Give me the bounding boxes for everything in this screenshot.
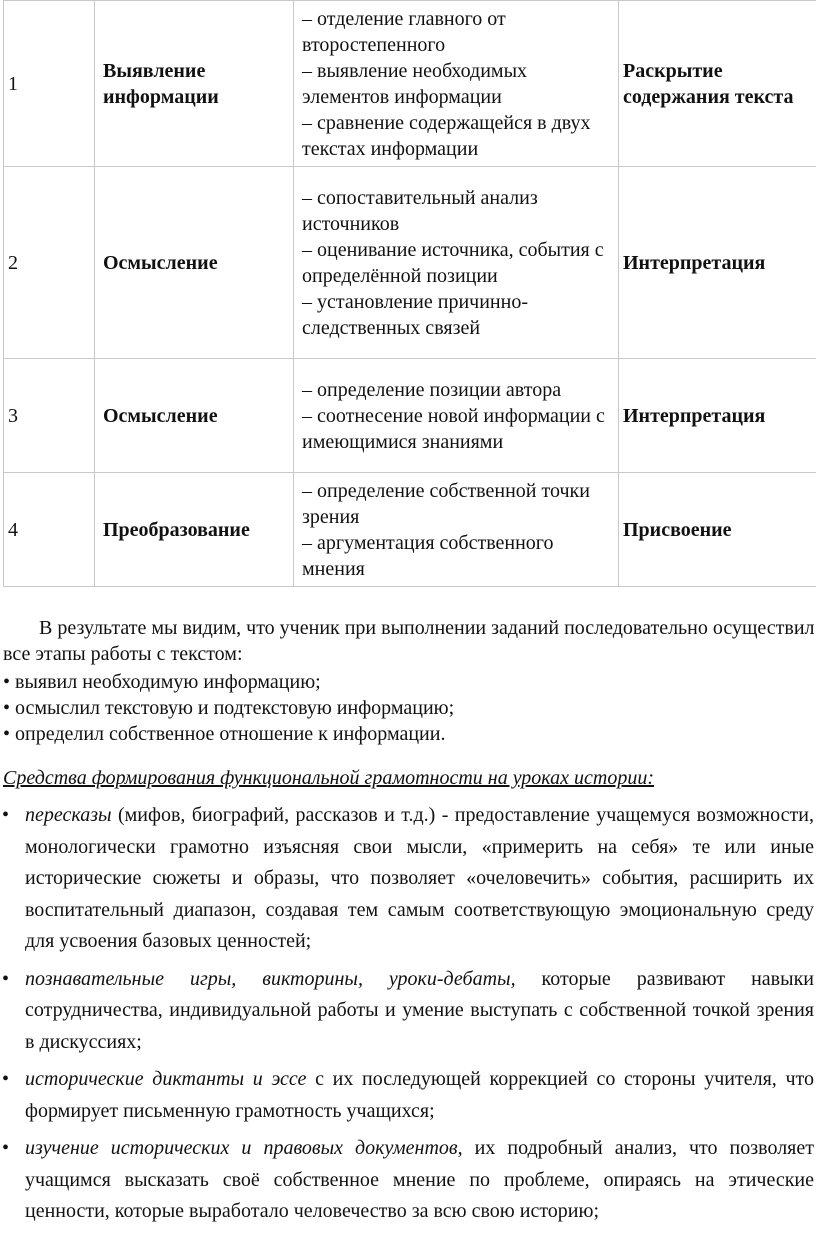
item-text: с их последующей коррекцией со стороны учителя, что формирует письменную грамотность учащихся; bbox=[25, 1068, 814, 1122]
item-term: изучение исторических и правовых документов bbox=[25, 1137, 458, 1159]
stage-result: Интерпретация bbox=[619, 167, 816, 359]
stage-result: Интерпретация bbox=[619, 359, 816, 473]
action-item: – сопоставительный анализ источников bbox=[302, 185, 614, 237]
item-term: познавательные игры, викторины, уроки-дебаты, bbox=[25, 968, 516, 990]
summary-point: • выявил необходимую информацию; bbox=[3, 669, 815, 695]
table-row bbox=[4, 167, 816, 359]
row-number: 4 bbox=[4, 473, 95, 587]
means-list bbox=[0, 800, 816, 1234]
summary-intro: В результате мы видим, что ученик при выполнении заданий последовательно осуществил все этапы работы с текстом: bbox=[3, 615, 815, 667]
action-item: – аргументация собственного мнения bbox=[302, 530, 614, 582]
action-item: – отделение главного от второстепенного bbox=[302, 6, 614, 58]
list-item bbox=[0, 964, 816, 1059]
stage-name: Преобразование bbox=[95, 473, 294, 587]
row-number: 2 bbox=[4, 167, 95, 359]
bullet-icon: • bbox=[2, 1133, 9, 1165]
stage-actions bbox=[294, 473, 619, 587]
action-item: – выявление необходимых элементов информации bbox=[302, 58, 614, 110]
action-item: – определение позиции автора bbox=[302, 377, 614, 403]
list-item bbox=[0, 1133, 816, 1228]
stage-result: Раскрытие содержания текста bbox=[619, 1, 816, 167]
action-item: – сравнение содержащейся в двух текстах информации bbox=[302, 110, 614, 162]
bullet-icon: • bbox=[2, 800, 9, 832]
table-row bbox=[4, 473, 816, 587]
row-number: 1 bbox=[4, 1, 95, 167]
stage-actions bbox=[294, 167, 619, 359]
stage-result: Присвоение bbox=[619, 473, 816, 587]
list-item bbox=[0, 800, 816, 958]
action-item: – определение собственной точки зрения bbox=[302, 478, 614, 530]
summary-point: • определил собственное отношение к информации. bbox=[3, 721, 815, 747]
stages-table bbox=[3, 0, 816, 587]
action-item: – оценивание источника, события с определённой позиции bbox=[302, 237, 614, 289]
stage-actions bbox=[294, 359, 619, 473]
item-text: которые развивают навыки сотрудничества, индивидуальной работы и умение выступать с собственной точкой зрения в дискуссиях; bbox=[25, 968, 814, 1053]
stage-actions bbox=[294, 1, 619, 167]
table-row bbox=[4, 1, 816, 167]
list-item bbox=[0, 1064, 816, 1127]
item-text: (мифов, биографий, рассказов и т.д.) - предоставление учащемуся возможности, монологически грамотно изъясняя свои мысли, «примерить на себя» те или иные исторические сюжеты и образы, что позволяет «очеловечить» события, расширить их воспитательный диапазон, создавая тем самым соответствующую эмоциональную среду для усвоения базовых ценностей; bbox=[25, 804, 814, 952]
bullet-icon: • bbox=[2, 964, 9, 996]
stage-name: Осмысление bbox=[95, 359, 294, 473]
bullet-icon: • bbox=[2, 1064, 9, 1096]
item-text: , их подробный анализ, что позволяет учащимся высказать своё собственное мнение по проблеме, опираясь на этические ценности, которые выработало человечество за всю свою историю; bbox=[25, 1137, 814, 1222]
means-heading: Средства формирования функциональной грамотности на уроках истории: bbox=[3, 765, 815, 791]
stage-name: Осмысление bbox=[95, 167, 294, 359]
action-item: – установление причинно-следственных связей bbox=[302, 289, 614, 341]
stage-name: Выявление информации bbox=[95, 1, 294, 167]
row-number: 3 bbox=[4, 359, 95, 473]
table-row bbox=[4, 359, 816, 473]
action-item: – соотнесение новой информации с имеющимися знаниями bbox=[302, 403, 614, 455]
summary-point: • осмыслил текстовую и подтекстовую информацию; bbox=[3, 695, 815, 721]
item-term: исторические диктанты и эссе bbox=[25, 1068, 306, 1090]
item-term: пересказы bbox=[25, 804, 112, 826]
